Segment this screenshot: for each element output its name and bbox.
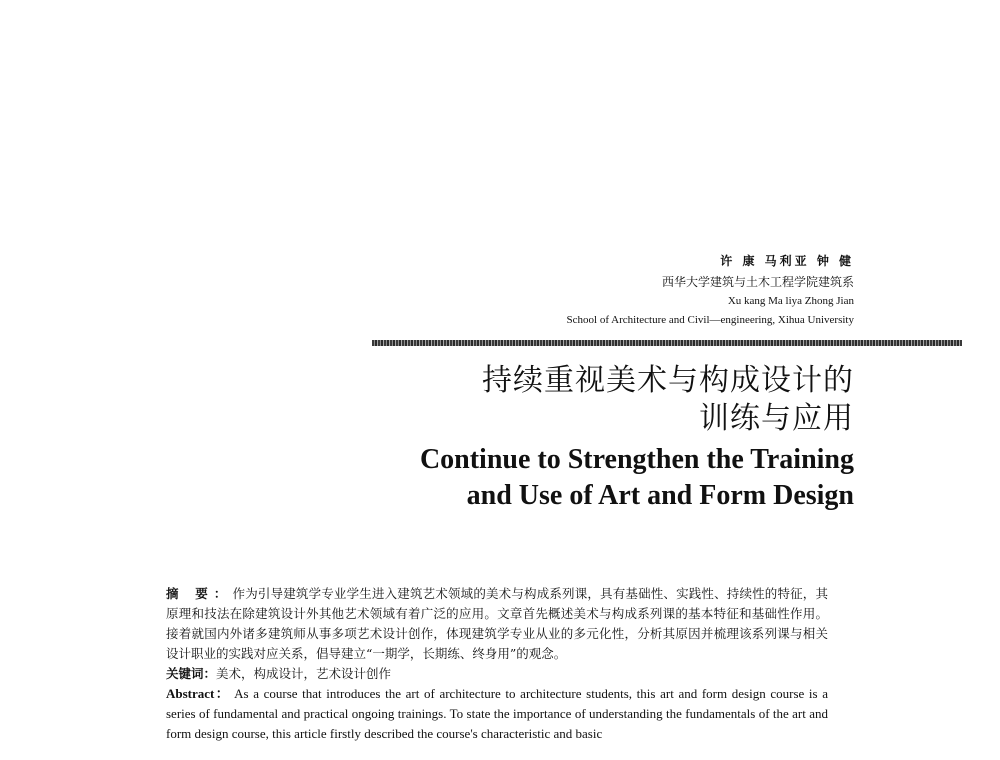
abstract-english-label: Abstract： xyxy=(166,686,231,701)
keywords-chinese-text: 美术，构成设计，艺术设计创作 xyxy=(216,666,392,681)
abstract-section xyxy=(166,584,828,744)
authors-chinese: 许 康 马利亚 钟 健 xyxy=(720,254,854,268)
keywords-chinese xyxy=(166,664,828,684)
keywords-chinese-label: 关键词： xyxy=(166,666,217,681)
abstract-english-text: As a course that introduces the art of architecture to architecture students, this art and form design course is a series of fundamental and practical ongoing trainings. To state the importance of understanding the fundamentals of the art and form design course, this article firstly described the course's characteristic and basic xyxy=(166,686,828,741)
title-block xyxy=(420,362,854,514)
abstract-chinese-text: 作为引导建筑学专业学生进入建筑艺术领域的美术与构成系列课，具有基础性、实践性、持续性的特征，其原理和技法在除建筑设计外其他艺术领域有着广泛的应用。文章首先概述美术与构成系列课的基本特征和基础性作用。接着就国内外诸多建筑师从事多项艺术设计创作，体现建筑学专业从业的多元化性，分析其原因并梳理该系列课与相关设计职业的实践对应关系，倡导建立“一期学，长期练、终身用”的观念。 xyxy=(166,586,828,661)
authors-english: Xu kang Ma liya Zhong Jian xyxy=(727,295,854,308)
abstract-english xyxy=(166,684,828,744)
title-chinese-line-2: 训练与应用 xyxy=(699,401,854,436)
title-english-line-2: and Use of Art and Form Design xyxy=(466,480,854,511)
author-header xyxy=(567,252,854,329)
abstract-chinese-label: 摘 要： xyxy=(166,586,233,601)
abstract-chinese xyxy=(166,584,828,664)
title-english-line-1: Continue to Strengthen the Training xyxy=(419,444,854,475)
decorative-rule xyxy=(372,340,962,346)
affiliation-english: School of Architecture and Civil—engineering, Xihua University xyxy=(566,314,854,327)
affiliation-chinese: 西华大学建筑与土木工程学院建筑系 xyxy=(661,274,854,289)
title-chinese-line-1: 持续重视美术与构成设计的 xyxy=(482,363,854,398)
